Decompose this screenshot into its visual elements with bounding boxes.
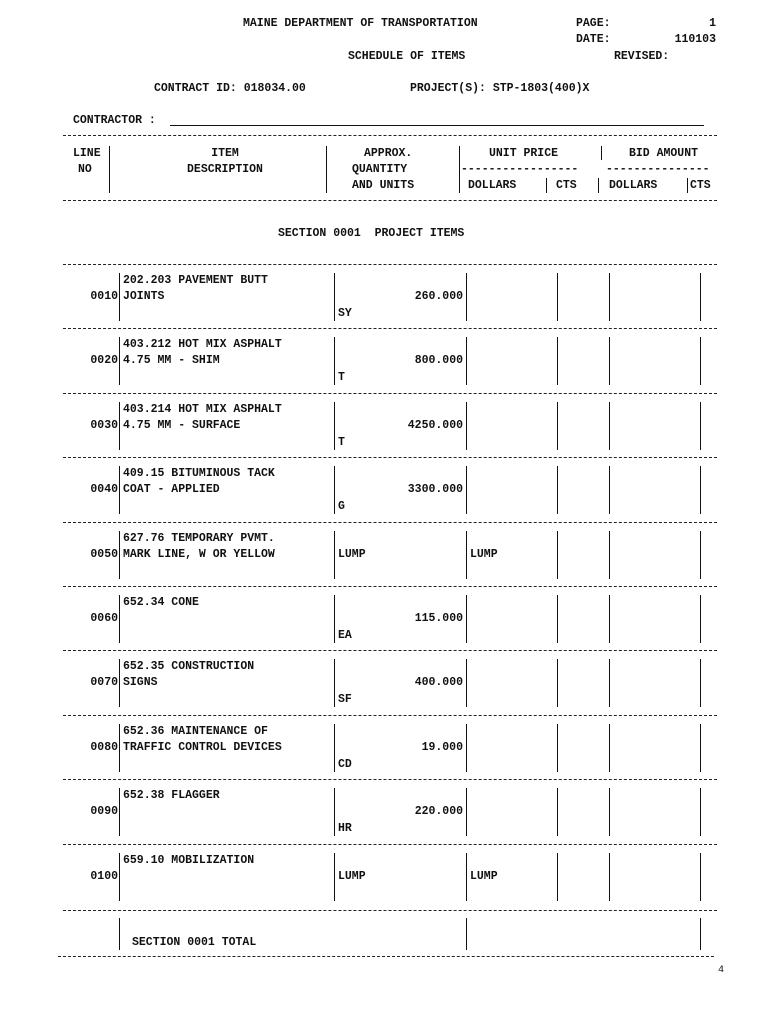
item-desc-1: 403.214 HOT MIX ASPHALT	[123, 403, 282, 416]
row-rule	[63, 264, 717, 265]
row-rule	[63, 650, 717, 651]
row-rule	[63, 586, 717, 587]
page-value: 1	[709, 17, 716, 30]
row-sep	[609, 659, 610, 707]
row-sep	[700, 273, 701, 321]
row-sep	[334, 402, 335, 450]
unit: EA	[338, 629, 352, 642]
col-cts: CTS	[556, 179, 577, 192]
row-sep	[466, 595, 467, 643]
item-desc-1: 627.76 TEMPORARY PVMT.	[123, 532, 275, 545]
row-sep	[609, 273, 610, 321]
row-rule	[63, 779, 717, 780]
page-number: 4	[718, 965, 725, 976]
row-sep	[609, 531, 610, 579]
quantity: 400.000	[414, 676, 463, 689]
row-sep	[466, 531, 467, 579]
col-line-1: LINE	[73, 147, 101, 160]
row-sep	[119, 724, 120, 772]
quantity: 220.000	[414, 805, 463, 818]
row-sep	[119, 273, 120, 321]
quantity: 3300.000	[407, 483, 463, 496]
item-desc-1: 652.36 MAINTENANCE OF	[123, 725, 268, 738]
row-sep	[700, 337, 701, 385]
row-sep	[700, 659, 701, 707]
item-desc-1: 652.38 FLAGGER	[123, 789, 220, 802]
row-sep	[334, 273, 335, 321]
col-bid-amount: BID AMOUNT	[629, 147, 699, 160]
row-rule	[63, 328, 717, 329]
row-sep	[466, 273, 467, 321]
row-sep	[466, 853, 467, 901]
rule	[63, 910, 717, 911]
page-label: PAGE:	[576, 17, 611, 30]
row-rule	[63, 715, 717, 716]
date-value: 110103	[674, 33, 716, 46]
quantity: 800.000	[414, 354, 463, 367]
row-sep	[334, 337, 335, 385]
hdr-sep	[326, 146, 327, 193]
row-sep	[466, 788, 467, 836]
line-number: 0080	[90, 741, 118, 754]
unit-price-lump: LUMP	[470, 870, 498, 883]
item-desc-2: SIGNS	[123, 676, 158, 689]
contract-id: CONTRACT ID: 018034.00	[154, 82, 306, 95]
total-sep	[119, 918, 120, 950]
item-desc-2: TRAFFIC CONTROL DEVICES	[123, 741, 282, 754]
row-sep	[334, 659, 335, 707]
row-sep	[557, 402, 558, 450]
quantity: 19.000	[421, 741, 463, 754]
item-desc-2: 4.75 MM - SURFACE	[123, 419, 241, 432]
col-unit-price: UNIT PRICE	[489, 147, 559, 160]
row-rule	[63, 844, 717, 845]
rule	[58, 956, 714, 957]
row-sep	[700, 466, 701, 514]
line-number: 0020	[90, 354, 118, 367]
date-label: DATE:	[576, 33, 611, 46]
col-qty-2: QUANTITY	[352, 163, 408, 176]
schedule-title: SCHEDULE OF ITEMS	[348, 50, 466, 63]
row-sep	[119, 659, 120, 707]
unit: G	[338, 500, 345, 513]
col-bid-dashes: ---------------	[606, 163, 710, 176]
revised-label: REVISED:	[614, 50, 670, 63]
unit: SY	[338, 307, 352, 320]
col-dollars: DOLLARS	[468, 179, 517, 192]
unit: T	[338, 436, 345, 449]
col-item-2: DESCRIPTION	[187, 163, 263, 176]
row-sep	[700, 788, 701, 836]
row-sep	[334, 466, 335, 514]
row-sep	[557, 531, 558, 579]
row-sep	[119, 595, 120, 643]
row-sep	[334, 595, 335, 643]
line-number: 0010	[90, 290, 118, 303]
line-number: 0050	[90, 548, 118, 561]
row-rule	[63, 522, 717, 523]
row-rule	[63, 457, 717, 458]
item-desc-1: 202.203 PAVEMENT BUTT	[123, 274, 268, 287]
col-item-1: ITEM	[211, 147, 239, 160]
col-bid-dollars: DOLLARS	[609, 179, 658, 192]
quantity: 115.000	[414, 612, 463, 625]
col-qty-3: AND UNITS	[352, 179, 415, 192]
row-sep	[466, 724, 467, 772]
row-sep	[466, 337, 467, 385]
col-unit-dashes: -----------------	[461, 163, 579, 176]
row-sep	[119, 531, 120, 579]
row-sep	[609, 788, 610, 836]
contractor-label: CONTRACTOR :	[73, 114, 156, 127]
row-sep	[119, 466, 120, 514]
row-sep	[609, 595, 610, 643]
hdr-sep	[598, 178, 599, 193]
row-sep	[609, 402, 610, 450]
hdr-sep	[546, 178, 547, 193]
quantity-lump: LUMP	[338, 548, 366, 561]
line-number: 0090	[90, 805, 118, 818]
row-sep	[557, 595, 558, 643]
row-sep	[466, 402, 467, 450]
row-sep	[557, 724, 558, 772]
unit: CD	[338, 758, 352, 771]
line-number: 0030	[90, 419, 118, 432]
section-total-label: SECTION 0001 TOTAL	[132, 936, 257, 949]
line-number: 0060	[90, 612, 118, 625]
item-desc-2: COAT - APPLIED	[123, 483, 220, 496]
quantity: 260.000	[414, 290, 463, 303]
row-sep	[334, 724, 335, 772]
row-sep	[334, 531, 335, 579]
unit: HR	[338, 822, 352, 835]
col-line-2: NO	[78, 163, 92, 176]
unit-price-lump: LUMP	[470, 548, 498, 561]
item-desc-1: 659.10 MOBILIZATION	[123, 854, 255, 867]
hdr-sep	[459, 146, 460, 193]
row-rule	[63, 393, 717, 394]
row-sep	[609, 724, 610, 772]
row-sep	[609, 853, 610, 901]
row-sep	[557, 853, 558, 901]
rule	[63, 200, 717, 201]
row-sep	[700, 724, 701, 772]
row-sep	[700, 531, 701, 579]
col-bid-cts: CTS	[690, 179, 711, 192]
col-qty-1: APPROX.	[364, 147, 413, 160]
row-sep	[557, 466, 558, 514]
row-sep	[119, 788, 120, 836]
line-number: 0100	[90, 870, 118, 883]
contractor-line	[170, 125, 704, 126]
row-sep	[609, 337, 610, 385]
unit: SF	[338, 693, 352, 706]
row-sep	[700, 595, 701, 643]
row-sep	[466, 659, 467, 707]
row-sep	[557, 659, 558, 707]
item-desc-2: JOINTS	[123, 290, 165, 303]
row-sep	[119, 337, 120, 385]
row-sep	[557, 788, 558, 836]
row-sep	[466, 466, 467, 514]
quantity: 4250.000	[407, 419, 463, 432]
hdr-sep	[601, 146, 602, 160]
row-sep	[700, 402, 701, 450]
project-ids: PROJECT(S): STP-1803(400)X	[410, 82, 590, 95]
row-sep	[557, 337, 558, 385]
hdr-sep	[109, 146, 110, 193]
row-sep	[557, 273, 558, 321]
line-number: 0040	[90, 483, 118, 496]
row-sep	[119, 402, 120, 450]
item-desc-1: 652.34 CONE	[123, 596, 199, 609]
item-desc-2: MARK LINE, W OR YELLOW	[123, 548, 275, 561]
row-sep	[334, 853, 335, 901]
hdr-sep	[687, 178, 688, 193]
line-number: 0070	[90, 676, 118, 689]
row-sep	[609, 466, 610, 514]
quantity-lump: LUMP	[338, 870, 366, 883]
item-desc-1: 409.15 BITUMINOUS TACK	[123, 467, 275, 480]
agency-title: MAINE DEPARTMENT OF TRANSPORTATION	[243, 17, 478, 30]
unit: T	[338, 371, 345, 384]
row-sep	[334, 788, 335, 836]
row-sep	[119, 853, 120, 901]
total-sep	[700, 918, 701, 950]
item-desc-1: 403.212 HOT MIX ASPHALT	[123, 338, 282, 351]
row-sep	[700, 853, 701, 901]
total-sep	[466, 918, 467, 950]
rule	[63, 135, 717, 136]
section-title: SECTION 0001 PROJECT ITEMS	[278, 227, 465, 240]
item-desc-2: 4.75 MM - SHIM	[123, 354, 220, 367]
item-desc-1: 652.35 CONSTRUCTION	[123, 660, 255, 673]
